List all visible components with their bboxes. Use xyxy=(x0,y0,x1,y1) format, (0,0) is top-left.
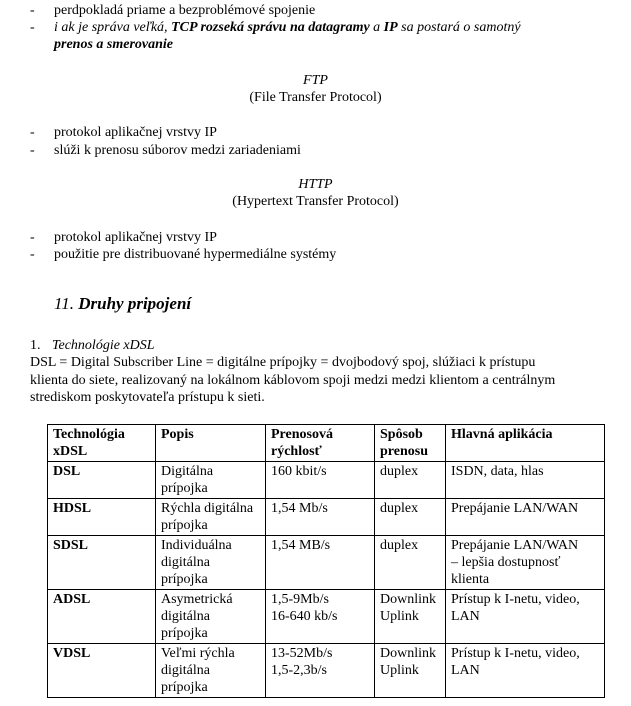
description-cell xyxy=(156,644,266,698)
bullet-dash: - xyxy=(30,20,35,35)
application-cell xyxy=(446,499,605,536)
cell-line: prípojka xyxy=(161,680,208,695)
cell-line: Asymetrická xyxy=(161,592,233,607)
header-line: xDSL xyxy=(53,444,88,459)
speed-cell xyxy=(266,462,375,499)
cell-line: Downlink xyxy=(380,592,436,607)
cell-line: digitálna xyxy=(161,609,210,624)
transfer-mode-cell xyxy=(375,536,446,590)
table-row xyxy=(48,536,605,590)
cell-line: Individuálna xyxy=(161,538,232,553)
header-cell-transfer-mode xyxy=(375,425,446,462)
list-item-text xyxy=(54,19,521,36)
speed-cell xyxy=(266,644,375,698)
transfer-mode-cell xyxy=(375,462,446,499)
cell-line: prípojka xyxy=(161,518,208,533)
list-item-text: perdpokladá priame a bezproblémové spojenie xyxy=(54,3,316,18)
cell-line: Prístup k I-netu, video, xyxy=(451,646,580,661)
application-cell xyxy=(446,462,605,499)
cell-line: 1,54 Mb/s xyxy=(271,501,328,516)
cell-line: digitálna xyxy=(161,663,210,678)
cell-line: ISDN, data, hlas xyxy=(451,464,544,479)
cell-line: LAN xyxy=(451,609,480,624)
protocol-full-name: (Hypertext Transfer Protocol) xyxy=(232,194,399,209)
cell-line: Digitálna xyxy=(161,464,214,479)
cell-line: digitálna xyxy=(161,555,210,570)
bullet-dash: - xyxy=(30,143,35,158)
section-title: Druhy pripojení xyxy=(78,294,192,313)
header-line: rýchlosť xyxy=(271,444,322,459)
table-row xyxy=(48,590,605,644)
protocol-full-name: (File Transfer Protocol) xyxy=(249,90,382,105)
bullet-dash: - xyxy=(30,247,35,262)
bullet-dash: - xyxy=(30,125,35,140)
transfer-mode-cell xyxy=(375,499,446,536)
cell-line: duplex xyxy=(380,538,419,553)
transfer-mode-cell xyxy=(375,644,446,698)
list-item-text: použitie pre distribuované hypermediálne systémy xyxy=(54,247,337,262)
table-row xyxy=(48,499,605,536)
cell-line: DSL xyxy=(53,464,81,479)
subsection-title: Technológie xDSL xyxy=(52,338,155,353)
header-cell-main-application xyxy=(446,425,605,462)
cell-line: Prepájanie LAN/WAN xyxy=(451,501,579,516)
header-line: Hlavná aplikácia xyxy=(451,427,553,442)
technology-cell xyxy=(48,590,156,644)
protocol-abbr: FTP xyxy=(303,73,328,88)
cell-line: ADSL xyxy=(53,592,91,607)
text-run: a xyxy=(369,20,384,35)
cell-line: 1,5-2,3b/s xyxy=(271,663,327,678)
text-run: i ak je správa veľká, xyxy=(54,20,172,35)
cell-line: Prístup k I-netu, video, xyxy=(451,592,580,607)
application-cell xyxy=(446,644,605,698)
list-item-text: protokol aplikačnej vrstvy IP xyxy=(54,230,217,245)
cell-line: HDSL xyxy=(53,501,92,516)
technology-cell xyxy=(48,462,156,499)
cell-line: VDSL xyxy=(53,646,91,661)
cell-line: – lepšia dostupnosť xyxy=(451,555,561,570)
description-cell xyxy=(156,536,266,590)
description-cell xyxy=(156,462,266,499)
application-cell xyxy=(446,536,605,590)
paragraph-line: strediskom poskytovateľa prístupu k sieti. xyxy=(30,390,265,405)
description-cell xyxy=(156,499,266,536)
header-line: prenosu xyxy=(380,444,428,459)
header-cell-speed xyxy=(266,425,375,462)
cell-line: prípojka xyxy=(161,572,208,587)
cell-line: LAN xyxy=(451,663,480,678)
bold-text-run: IP xyxy=(383,20,398,35)
speed-cell xyxy=(266,536,375,590)
cell-line: Prepájanie LAN/WAN xyxy=(451,538,579,553)
cell-line: duplex xyxy=(380,464,419,479)
table-body xyxy=(48,462,605,698)
cell-line: 1,5-9Mb/s xyxy=(271,592,329,607)
paragraph-line: klienta do siete, realizovaný na lokálnom káblovom spoji medzi medzi klientom a centrálnym xyxy=(30,373,556,388)
cell-line: Downlink xyxy=(380,646,436,661)
list-item-text: protokol aplikačnej vrstvy IP xyxy=(54,125,217,140)
speed-cell xyxy=(266,499,375,536)
subsection-heading xyxy=(30,337,155,354)
list-item-text: prenos a smerovanie xyxy=(54,37,173,52)
header-cell-technology xyxy=(48,425,156,462)
section-number: 11. xyxy=(54,294,74,313)
header-line: Popis xyxy=(161,427,194,442)
cell-line: prípojka xyxy=(161,626,208,641)
subsection-number: 1. xyxy=(30,338,41,353)
cell-line: duplex xyxy=(380,501,419,516)
cell-line: 160 kbit/s xyxy=(271,464,327,479)
application-cell xyxy=(446,590,605,644)
list-item-text: slúži k prenosu súborov medzi zariadeniami xyxy=(54,143,301,158)
cell-line: Rýchla digitálna xyxy=(161,501,254,516)
bullet-dash: - xyxy=(30,3,35,18)
cell-line: Veľmi rýchla xyxy=(161,646,235,661)
table-row xyxy=(48,644,605,698)
cell-line: klienta xyxy=(451,572,490,587)
header-cell-description xyxy=(156,425,266,462)
cell-line: 13-52Mb/s xyxy=(271,646,333,661)
technology-cell xyxy=(48,536,156,590)
cell-line: 16-640 kb/s xyxy=(271,609,338,624)
cell-line: 1,54 MB/s xyxy=(271,538,331,553)
cell-line: SDSL xyxy=(53,538,89,553)
text-run: sa postará o samotný xyxy=(397,20,521,35)
paragraph-line: DSL = Digital Subscriber Line = digitálne prípojky = dvojbodový spoj, slúžiaci k prístupu xyxy=(30,355,536,370)
transfer-mode-cell xyxy=(375,590,446,644)
protocol-abbr: HTTP xyxy=(298,177,333,192)
cell-line: Uplink xyxy=(380,663,419,678)
header-line: Spôsob xyxy=(380,427,423,442)
technology-cell xyxy=(48,644,156,698)
xdsl-table xyxy=(47,424,605,698)
bold-text-run: TCP rozseká správu na datagramy xyxy=(171,20,370,35)
table-row xyxy=(48,462,605,499)
cell-line: prípojka xyxy=(161,481,208,496)
section-heading xyxy=(54,294,191,314)
technology-cell xyxy=(48,499,156,536)
speed-cell xyxy=(266,590,375,644)
cell-line: Uplink xyxy=(380,609,419,624)
bullet-dash: - xyxy=(30,230,35,245)
table-header-row xyxy=(48,425,605,462)
description-cell xyxy=(156,590,266,644)
header-line: Prenosová xyxy=(271,427,333,442)
header-line: Technológia xyxy=(53,427,125,442)
